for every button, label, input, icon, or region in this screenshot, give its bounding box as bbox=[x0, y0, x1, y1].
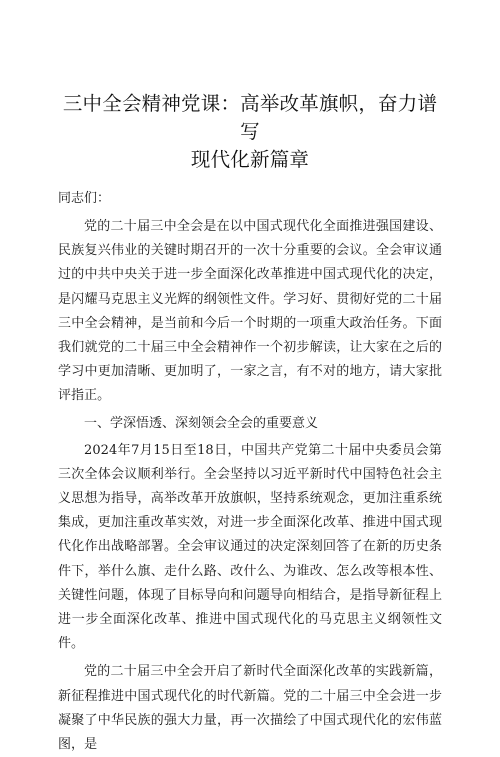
intro-paragraph: 党的二十届三中全会是在以中国式现代化全面推进强国建设、民族复兴伟业的关键时期召开的一次十分重要的会议。全会审议通过的中共中央关于进一步全面深化改革推进中国式现代化的决定，是闪耀马克思主义光辉的纲领性文件。学习好、贯彻好党的二十届三中全会精神，是当前和今后一个时期的一项重大政治任务。下面我们就党的二十届三中全会精神作一个初步解读，让大家在之后的学习中更加清晰、更加明了，一家之言，有不对的地方，请大家批评指正。 bbox=[58, 219, 442, 404]
section1-paragraph-2: 党的二十届三中全会开启了新时代全面深化改革的实践新篇，新征程推进中国式现代化的时代新篇。党的二十届三中全会进一步凝聚了中华民族的强大力量，再一次描绘了中国式现代化的宏伟蓝图，是 bbox=[58, 664, 442, 753]
title-line-1: 三中全会精神党课：高举改革旗帜，奋力谱写 bbox=[62, 92, 438, 143]
section-heading-1: 一、学深悟透、深刻领会全会的重要意义 bbox=[84, 415, 319, 431]
title-line-2: 现代化新篇章 bbox=[190, 148, 310, 171]
section1-paragraph-1: 2024年7月15日至18日，中国共产党第二十届中央委员会第三次全体会议顺利举行。全会坚持以习近平新时代中国特色社会主义思想为指导，高举改革开放旗帜，坚持系统观念，更加注重系统集成，更加注重改革实效，对进一步全面深化改革、推进中国式现代化作出战略部署。全会审议通过的决定深刻回答了在新的历史条件下，举什么旗、走什么路、改什么、为谁改、怎么改等根本性、关键性问题，体现了目标导向和问题导向相结合，是指导新征程上进一步全面深化改革、推进中国式现代化的马克思主义纲领性文件。 bbox=[58, 442, 442, 652]
document-title bbox=[58, 90, 442, 174]
salutation: 同志们： bbox=[58, 191, 111, 206]
